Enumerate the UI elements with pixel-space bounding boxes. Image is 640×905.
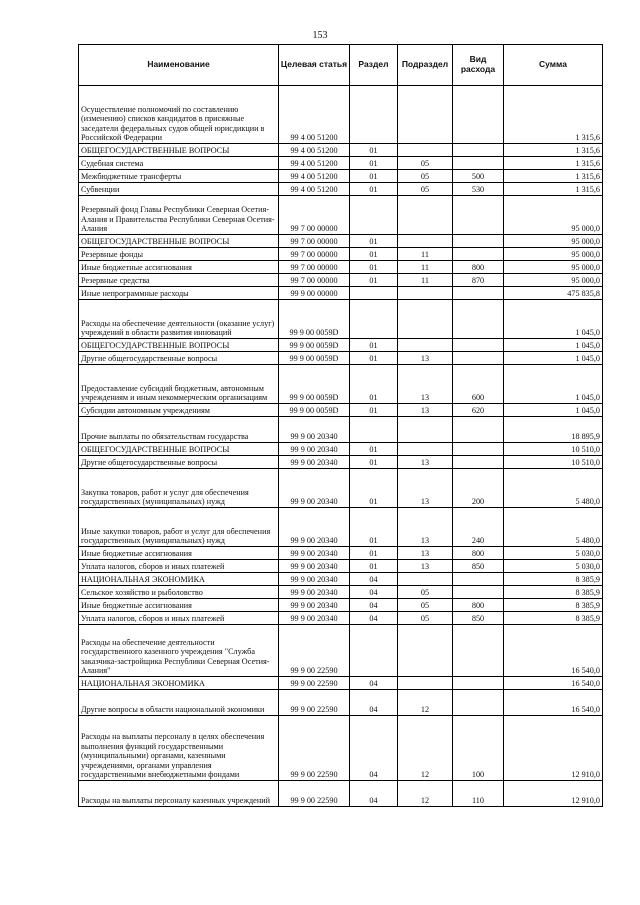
row-name: Иные бюджетные ассигнования (79, 599, 279, 612)
row-target: 99 9 00 20340 (279, 573, 350, 586)
row-sum: 16 540,0 (504, 625, 603, 677)
row-expense-type (453, 456, 504, 469)
row-target: 99 7 00 00000 (279, 261, 350, 274)
row-section: 01 (350, 157, 398, 170)
row-expense-type (453, 625, 504, 677)
row-expense-type (453, 690, 504, 716)
row-section: 01 (350, 365, 398, 404)
row-sum: 1 315,6 (504, 144, 603, 157)
row-expense-type (453, 443, 504, 456)
row-expense-type: 870 (453, 274, 504, 287)
row-expense-type: 100 (453, 716, 504, 781)
row-sum: 10 510,0 (504, 456, 603, 469)
table-row (79, 417, 603, 443)
row-subsection (398, 339, 453, 352)
row-sum: 95 000,0 (504, 196, 603, 235)
row-target: 99 9 00 22590 (279, 781, 350, 807)
row-target: 99 4 00 51200 (279, 170, 350, 183)
row-subsection: 11 (398, 274, 453, 287)
row-name: Сельское хозяйство и рыболовство (79, 586, 279, 599)
page-number: 153 (312, 30, 328, 41)
row-name: Субсидии автономным учреждениям (79, 404, 279, 417)
row-expense-type: 110 (453, 781, 504, 807)
row-subsection: 13 (398, 508, 453, 547)
row-section: 01 (350, 248, 398, 261)
row-name: ОБЩЕГОСУДАРСТВЕННЫЕ ВОПРОСЫ (79, 235, 279, 248)
row-name: Осуществление полномочий по составлению (изменению) списков кандидатов в присяжные заседатели федеральных судов общей юрисдикции в Российской Федерации (79, 86, 279, 144)
row-expense-type (453, 417, 504, 443)
row-expense-type (453, 157, 504, 170)
row-name: Иные непрограммные расходы (79, 287, 279, 300)
row-sum: 1 315,6 (504, 183, 603, 196)
row-expense-type (453, 677, 504, 690)
table-row (79, 365, 603, 404)
row-subsection (398, 625, 453, 677)
row-sum: 10 510,0 (504, 443, 603, 456)
row-target: 99 9 00 20340 (279, 599, 350, 612)
row-expense-type (453, 352, 504, 365)
table-row (79, 170, 603, 183)
table-row (79, 235, 603, 248)
row-target: 99 9 00 0059D (279, 339, 350, 352)
row-section: 04 (350, 781, 398, 807)
table-row (79, 586, 603, 599)
row-section: 04 (350, 586, 398, 599)
row-target: 99 7 00 00000 (279, 274, 350, 287)
row-section (350, 300, 398, 339)
row-subsection (398, 86, 453, 144)
row-subsection: 05 (398, 157, 453, 170)
row-sum: 16 540,0 (504, 677, 603, 690)
row-name: ОБЩЕГОСУДАРСТВЕННЫЕ ВОПРОСЫ (79, 144, 279, 157)
row-expense-type: 800 (453, 261, 504, 274)
row-section: 01 (350, 469, 398, 508)
row-sum: 8 385,9 (504, 599, 603, 612)
row-target: 99 9 00 0059D (279, 300, 350, 339)
row-section: 01 (350, 404, 398, 417)
header-sum: Сумма (504, 45, 603, 86)
row-target: 99 9 00 20340 (279, 456, 350, 469)
row-subsection (398, 677, 453, 690)
row-sum: 1 045,0 (504, 352, 603, 365)
row-section: 04 (350, 612, 398, 625)
row-subsection (398, 300, 453, 339)
row-target: 99 9 00 20340 (279, 469, 350, 508)
row-section (350, 86, 398, 144)
row-expense-type (453, 196, 504, 235)
table-row (79, 443, 603, 456)
row-name: Расходы на выплаты персоналу в целях обеспечения выполнения функций государственными (муниципальными) органами, казенными учреждениями, органами управления государственными внебюджетными фондами (79, 716, 279, 781)
table-row (79, 300, 603, 339)
row-subsection: 12 (398, 690, 453, 716)
table-row (79, 469, 603, 508)
table-row (79, 157, 603, 170)
row-subsection: 13 (398, 404, 453, 417)
row-expense-type: 200 (453, 469, 504, 508)
table-row (79, 404, 603, 417)
row-section: 01 (350, 144, 398, 157)
row-sum: 5 480,0 (504, 508, 603, 547)
row-target: 99 9 00 0059D (279, 365, 350, 404)
row-expense-type: 600 (453, 365, 504, 404)
table-row (79, 508, 603, 547)
row-name: Иные бюджетные ассигнования (79, 547, 279, 560)
row-subsection: 13 (398, 547, 453, 560)
row-name: Расходы на обеспечение деятельности (оказание услуг) учреждений в области развития инноваций (79, 300, 279, 339)
row-target: 99 9 00 22590 (279, 716, 350, 781)
row-target: 99 9 00 0059D (279, 404, 350, 417)
row-sum: 95 000,0 (504, 248, 603, 261)
row-sum: 16 540,0 (504, 690, 603, 716)
row-expense-type: 240 (453, 508, 504, 547)
row-subsection: 12 (398, 781, 453, 807)
row-expense-type (453, 586, 504, 599)
table-body (79, 86, 603, 807)
row-subsection: 05 (398, 183, 453, 196)
row-name: Расходы на обеспечение деятельности государственного казенного учреждения "Служба заказчика-застройщика Республики Северная Осетия-Алания" (79, 625, 279, 677)
header-section: Раздел (350, 45, 398, 86)
row-expense-type (453, 287, 504, 300)
row-name: Судебная система (79, 157, 279, 170)
row-section: 04 (350, 677, 398, 690)
row-target: 99 9 00 22590 (279, 690, 350, 716)
table-row (79, 183, 603, 196)
table-row (79, 716, 603, 781)
row-name: Резервные фонды (79, 248, 279, 261)
row-section: 04 (350, 716, 398, 781)
row-section: 01 (350, 456, 398, 469)
header-name: Наименование (79, 45, 279, 86)
row-subsection: 13 (398, 365, 453, 404)
table-row (79, 352, 603, 365)
row-section (350, 287, 398, 300)
row-sum: 1 045,0 (504, 404, 603, 417)
row-expense-type: 500 (453, 170, 504, 183)
row-expense-type: 800 (453, 599, 504, 612)
row-expense-type (453, 144, 504, 157)
row-expense-type: 850 (453, 560, 504, 573)
row-subsection (398, 443, 453, 456)
row-subsection: 13 (398, 560, 453, 573)
header-target: Целевая статья (279, 45, 350, 86)
table-row (79, 690, 603, 716)
row-subsection: 13 (398, 456, 453, 469)
row-name: Резервный фонд Главы Республики Северная Осетия-Алания и Правительства Республики Северная Осетия-Алания (79, 196, 279, 235)
row-name: НАЦИОНАЛЬНАЯ ЭКОНОМИКА (79, 573, 279, 586)
row-sum: 1 315,6 (504, 157, 603, 170)
table-row (79, 86, 603, 144)
row-section: 01 (350, 274, 398, 287)
row-subsection (398, 196, 453, 235)
row-sum: 1 045,0 (504, 300, 603, 339)
row-name: Другие вопросы в области национальной экономики (79, 690, 279, 716)
row-name: Другие общегосударственные вопросы (79, 352, 279, 365)
row-subsection: 11 (398, 261, 453, 274)
row-section: 04 (350, 690, 398, 716)
row-target: 99 9 00 20340 (279, 508, 350, 547)
row-subsection (398, 235, 453, 248)
row-sum: 8 385,9 (504, 612, 603, 625)
row-expense-type (453, 86, 504, 144)
table-row (79, 144, 603, 157)
row-sum: 12 910,0 (504, 716, 603, 781)
row-name: Закупка товаров, работ и услуг для обеспечения государственных (муниципальных) нужд (79, 469, 279, 508)
table-row (79, 196, 603, 235)
table-row (79, 339, 603, 352)
table-row (79, 456, 603, 469)
row-target: 99 9 00 00000 (279, 287, 350, 300)
row-target: 99 9 00 22590 (279, 677, 350, 690)
row-section (350, 625, 398, 677)
row-target: 99 9 00 20340 (279, 586, 350, 599)
row-sum: 12 910,0 (504, 781, 603, 807)
row-section: 01 (350, 508, 398, 547)
row-name: ОБЩЕГОСУДАРСТВЕННЫЕ ВОПРОСЫ (79, 339, 279, 352)
row-subsection (398, 144, 453, 157)
row-section: 04 (350, 573, 398, 586)
row-sum: 1 315,6 (504, 86, 603, 144)
row-target: 99 9 00 20340 (279, 417, 350, 443)
row-target: 99 9 00 20340 (279, 547, 350, 560)
row-name: Предоставление субсидий бюджетным, автономным учреждениям и иным некоммерческим организациям (79, 365, 279, 404)
row-target: 99 4 00 51200 (279, 86, 350, 144)
row-section: 01 (350, 183, 398, 196)
row-target: 99 7 00 00000 (279, 235, 350, 248)
row-section: 01 (350, 339, 398, 352)
row-section: 01 (350, 547, 398, 560)
table-row (79, 560, 603, 573)
row-section (350, 196, 398, 235)
row-section: 04 (350, 599, 398, 612)
row-name: Расходы на выплаты персоналу казенных учреждений (79, 781, 279, 807)
row-section: 01 (350, 560, 398, 573)
row-sum: 1 045,0 (504, 339, 603, 352)
row-expense-type (453, 339, 504, 352)
row-name: Другие общегосударственные вопросы (79, 456, 279, 469)
row-name: Межбюджетные трансферты (79, 170, 279, 183)
row-name: Уплата налогов, сборов и иных платежей (79, 612, 279, 625)
row-section: 01 (350, 443, 398, 456)
row-expense-type (453, 300, 504, 339)
row-subsection: 05 (398, 612, 453, 625)
row-name: Иные бюджетные ассигнования (79, 261, 279, 274)
table-row (79, 573, 603, 586)
row-sum: 95 000,0 (504, 261, 603, 274)
budget-table (78, 44, 603, 807)
row-subsection: 05 (398, 170, 453, 183)
row-target: 99 9 00 20340 (279, 612, 350, 625)
table-row (79, 612, 603, 625)
row-expense-type: 850 (453, 612, 504, 625)
row-subsection: 05 (398, 599, 453, 612)
table-row (79, 781, 603, 807)
table-row (79, 599, 603, 612)
row-subsection: 05 (398, 586, 453, 599)
row-sum: 475 835,8 (504, 287, 603, 300)
table-row (79, 547, 603, 560)
row-section: 01 (350, 261, 398, 274)
table-row (79, 625, 603, 677)
row-subsection: 13 (398, 469, 453, 508)
row-section (350, 417, 398, 443)
row-target: 99 9 00 0059D (279, 352, 350, 365)
row-expense-type (453, 248, 504, 261)
row-subsection: 11 (398, 248, 453, 261)
row-subsection (398, 417, 453, 443)
row-expense-type: 530 (453, 183, 504, 196)
row-target: 99 4 00 51200 (279, 183, 350, 196)
row-sum: 5 030,0 (504, 547, 603, 560)
row-expense-type (453, 573, 504, 586)
row-expense-type: 800 (453, 547, 504, 560)
table-row (79, 677, 603, 690)
row-target: 99 9 00 22590 (279, 625, 350, 677)
header-expense-type: Вид расхода (453, 45, 504, 86)
row-section: 01 (350, 170, 398, 183)
row-subsection (398, 573, 453, 586)
row-sum: 95 000,0 (504, 274, 603, 287)
row-sum: 8 385,9 (504, 573, 603, 586)
row-name: НАЦИОНАЛЬНАЯ ЭКОНОМИКА (79, 677, 279, 690)
row-name: Уплата налогов, сборов и иных платежей (79, 560, 279, 573)
row-name: ОБЩЕГОСУДАРСТВЕННЫЕ ВОПРОСЫ (79, 443, 279, 456)
table-row (79, 287, 603, 300)
row-sum: 1 045,0 (504, 365, 603, 404)
row-section: 01 (350, 235, 398, 248)
row-target: 99 4 00 51200 (279, 144, 350, 157)
row-sum: 1 315,6 (504, 170, 603, 183)
row-name: Субвенции (79, 183, 279, 196)
row-subsection (398, 287, 453, 300)
table-row (79, 274, 603, 287)
row-expense-type: 620 (453, 404, 504, 417)
row-sum: 5 030,0 (504, 560, 603, 573)
row-section: 01 (350, 352, 398, 365)
row-sum: 95 000,0 (504, 235, 603, 248)
row-sum: 18 895,9 (504, 417, 603, 443)
row-name: Иные закупки товаров, работ и услуг для обеспечения государственных (муниципальных) нужд (79, 508, 279, 547)
row-sum: 8 385,9 (504, 586, 603, 599)
table-row (79, 248, 603, 261)
row-target: 99 4 00 51200 (279, 157, 350, 170)
row-target: 99 7 00 00000 (279, 196, 350, 235)
header-subsection: Подраздел (398, 45, 453, 86)
row-subsection: 13 (398, 352, 453, 365)
table-row (79, 261, 603, 274)
row-target: 99 9 00 20340 (279, 443, 350, 456)
row-target: 99 7 00 00000 (279, 248, 350, 261)
row-name: Резервные средства (79, 274, 279, 287)
row-target: 99 9 00 20340 (279, 560, 350, 573)
row-name: Прочие выплаты по обязательствам государства (79, 417, 279, 443)
table-header-row (79, 45, 603, 86)
row-sum: 5 480,0 (504, 469, 603, 508)
row-expense-type (453, 235, 504, 248)
row-subsection: 12 (398, 716, 453, 781)
